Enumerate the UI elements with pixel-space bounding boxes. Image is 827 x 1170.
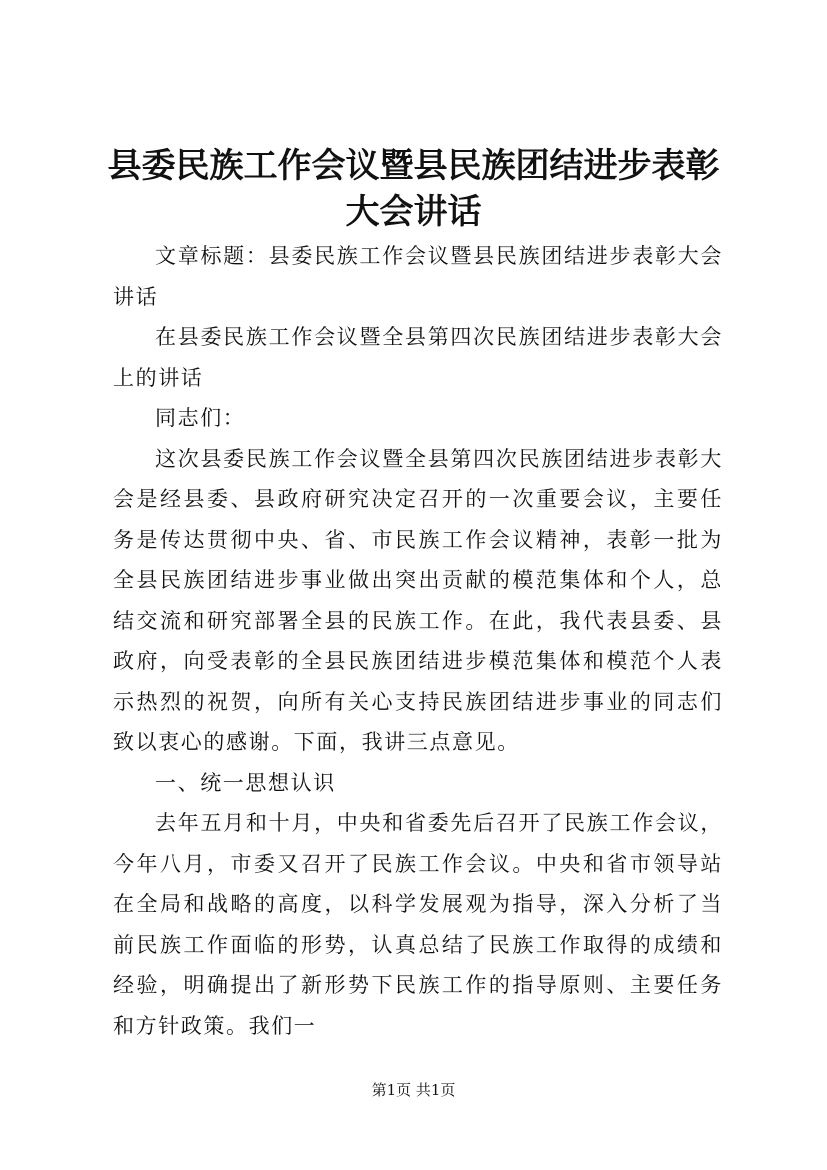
- document-title: 县委民族工作会议暨县民族团结进步表彰大会讲话: [107, 146, 720, 232]
- speech-heading: 在县委民族工作会议暨全县第四次民族团结进步表彰大会上的讲话: [113, 325, 723, 390]
- body-paragraph: 这次县委民族工作会议暨全县第四次民族团结进步表彰大会是经县委、县政府研究决定召开的一次重要会议，主要任务是传达贯彻中央、省、市民族工作会议精神，表彰一批为全县民族团结进步事业做出突出贡献的模范集体和个人，总结交流和研究部署全县的民族工作。在此，我代表县委、县政府，向受表彰的全县民族团结进步模范集体和模范个人表示热烈的祝贺，向所有关心支持民族团结进步事业的同志们致以衷心的感谢。下面，我讲三点意见。: [113, 446, 723, 754]
- section-heading: 一、统一思想认识: [155, 770, 336, 795]
- article-title-line: 文章标题：县委民族工作会议暨县民族团结进步表彰大会讲话: [113, 244, 723, 309]
- salutation: 同志们：: [155, 406, 246, 430]
- document-body: [113, 236, 723, 1046]
- body-paragraph: 去年五月和十月，中央和省委先后召开了民族工作会议，今年八月，市委又召开了民族工作会议。中央和省市领导站在全局和战略的高度，以科学发展观为指导，深入分析了当前民族工作面临的形势，认真总结了民族工作取得的成绩和经验，明确提出了新形势下民族工作的指导原则、主要任务和方针政策。我们一: [113, 811, 723, 1038]
- page-footer: 第1页 共1页: [371, 1081, 456, 1099]
